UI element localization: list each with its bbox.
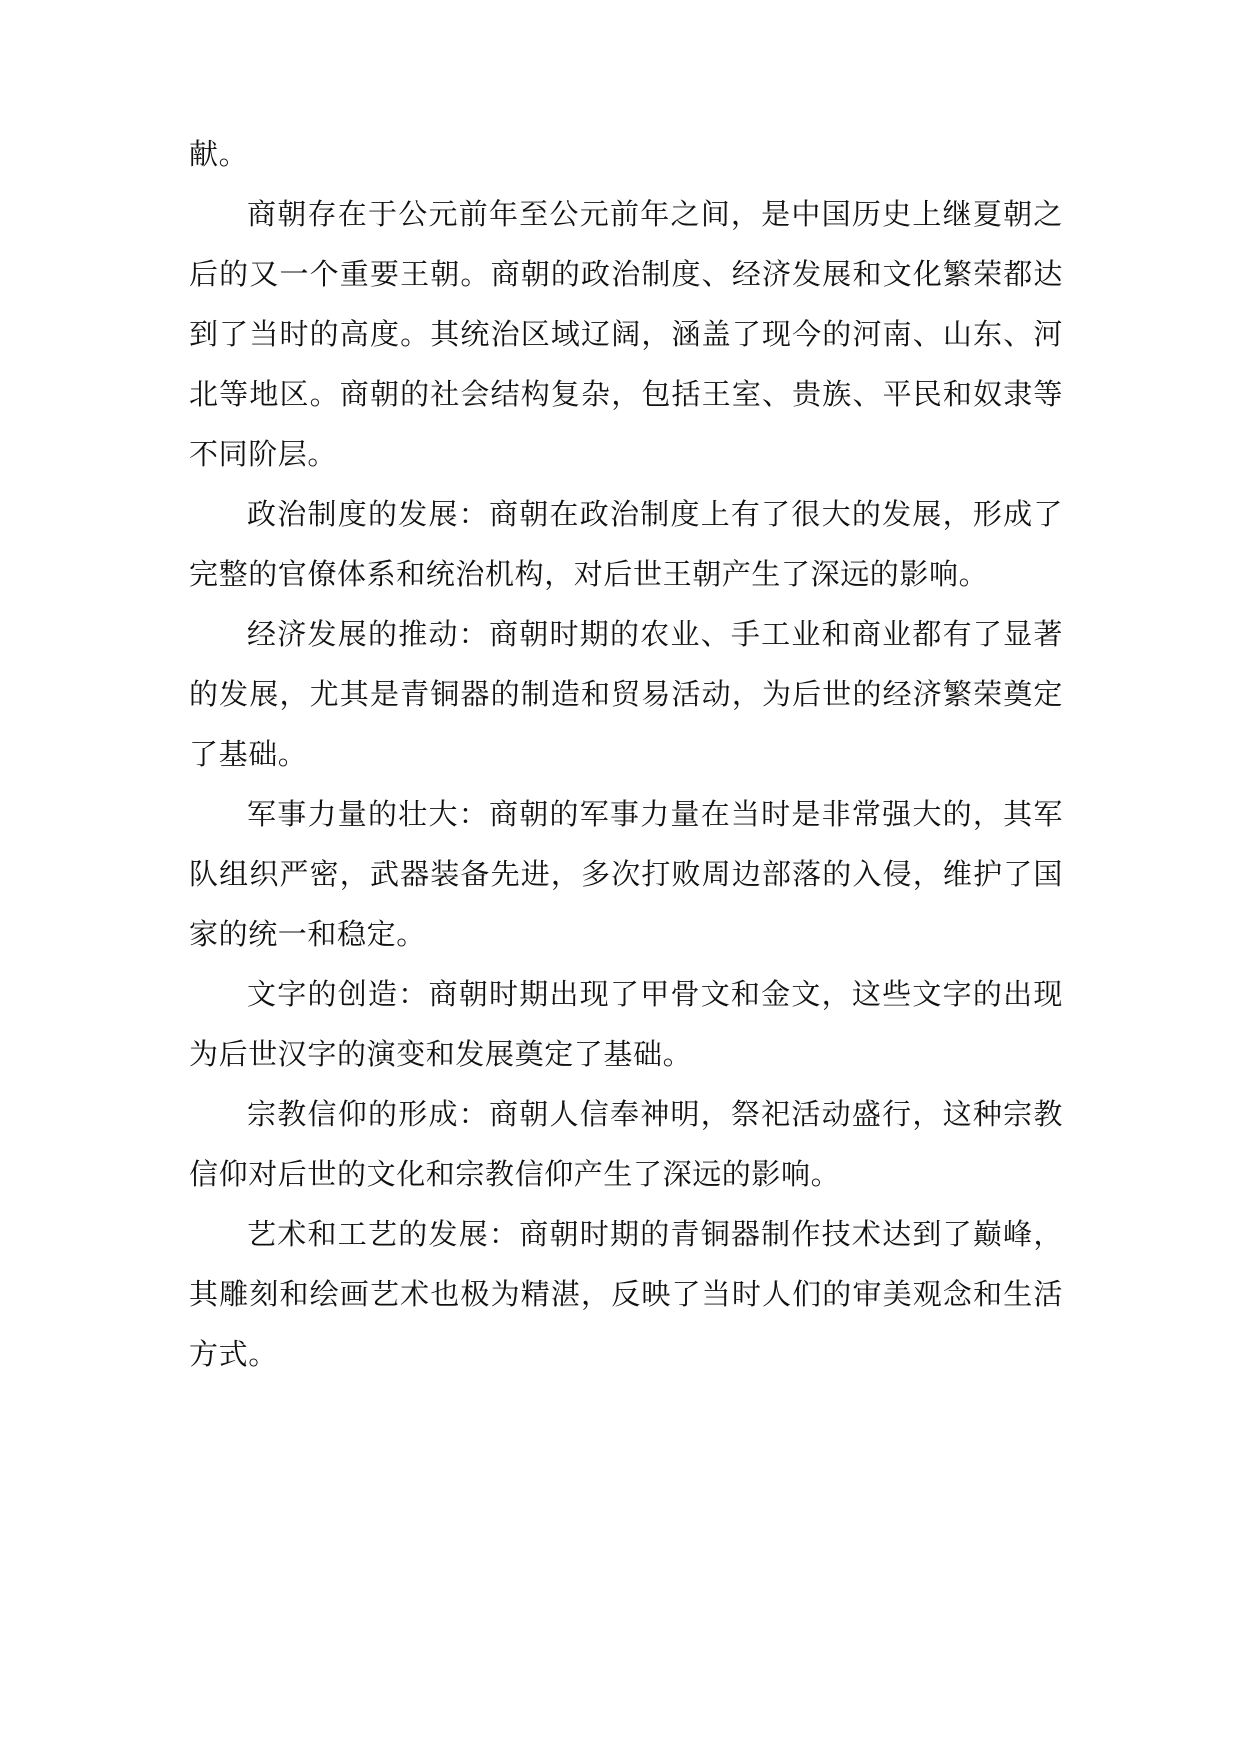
paragraph-political-system: 政治制度的发展：商朝在政治制度上有了很大的发展，形成了完整的官僚体系和统治机构，对后世王朝产生了深远的影响。 [189, 497, 1063, 591]
paragraph-religious-belief: 宗教信仰的形成：商朝人信奉神明，祭祀活动盛行，这种宗教信仰对后世的文化和宗教信仰产生了深远的影响。 [189, 1097, 1063, 1191]
paragraph-military-strength: 军事力量的壮大：商朝的军事力量在当时是非常强大的，其军队组织严密，武器装备先进，多次打败周边部落的入侵，维护了国家的统一和稳定。 [189, 797, 1063, 951]
paragraph-economic-development: 经济发展的推动：商朝时期的农业、手工业和商业都有了显著的发展，尤其是青铜器的制造和贸易活动，为后世的经济繁荣奠定了基础。 [189, 617, 1063, 771]
paragraph-shang-overview: 商朝存在于公元前年至公元前年之间，是中国历史上继夏朝之后的又一个重要王朝。商朝的政治制度、经济发展和文化繁荣都达到了当时的高度。其统治区域辽阔，涵盖了现今的河南、山东、河北等地区。商朝的社会结构复杂，包括王室、贵族、平民和奴隶等不同阶层。 [189, 197, 1063, 471]
paragraph-continuation: 献。 [189, 137, 249, 171]
document-body [189, 124, 1063, 1384]
paragraph-art-craft: 艺术和工艺的发展：商朝时期的青铜器制作技术达到了巅峰，其雕刻和绘画艺术也极为精湛，反映了当时人们的审美观念和生活方式。 [189, 1217, 1063, 1371]
paragraph-writing-creation: 文字的创造：商朝时期出现了甲骨文和金文，这些文字的出现为后世汉字的演变和发展奠定了基础。 [189, 977, 1063, 1071]
